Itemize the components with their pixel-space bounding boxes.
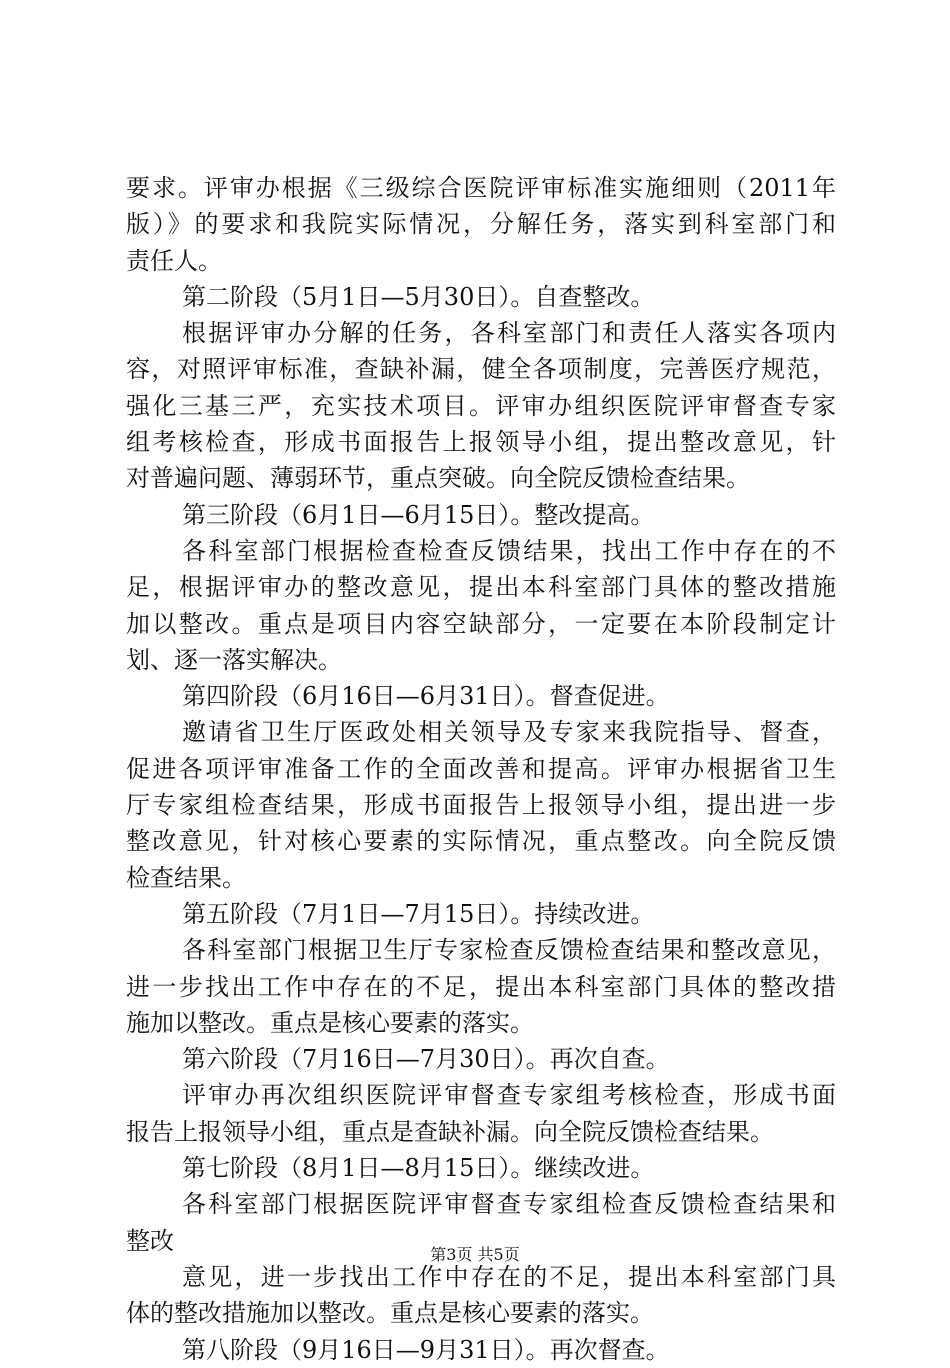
text-line: 各科室部门根据医院评审督查专家组检查反馈检查结果和 <box>182 1190 836 1219</box>
text-line: 第六阶段（7月16日—7月30日）。再次自查。 <box>182 1045 670 1074</box>
text-line: 厅专家组检查结果，形成书面报告上报领导小组，提出进一步 <box>126 791 836 820</box>
text-line: 第八阶段（9月16日—9月31日）。再次督查。 <box>182 1335 670 1364</box>
text-line: 划、逐一落实解决。 <box>126 645 342 674</box>
text-line: 体的整改措施加以整改。重点是核心要素的落实。 <box>126 1299 654 1328</box>
text-line: 施加以整改。重点是核心要素的落实。 <box>126 1008 534 1037</box>
text-line: 第二阶段（5月1日—5月30日）。自查整改。 <box>182 282 655 311</box>
text-line: 整改意见，针对核心要素的实际情况，重点整改。向全院反馈 <box>126 827 836 856</box>
text-line: 各科室部门根据检查检查反馈结果，找出工作中存在的不 <box>182 536 836 565</box>
text-line: 版）》的要求和我院实际情况，分解任务，落实到科室部门和 <box>126 210 836 239</box>
text-line: 对普遍问题、薄弱环节，重点突破。向全院反馈检查结果。 <box>126 464 750 493</box>
text-line: 加以整改。重点是项目内容空缺部分，一定要在本阶段制定计 <box>126 609 836 638</box>
text-line: 整改 <box>126 1226 174 1255</box>
text-line: 评审办再次组织医院评审督查专家组考核检查，形成书面 <box>182 1081 836 1110</box>
text-line: 邀请省卫生厅医政处相关领导及专家来我院指导、督查， <box>182 718 836 747</box>
text-line: 促进各项评审准备工作的全面改善和提高。评审办根据省卫生 <box>126 754 836 783</box>
text-line: 第三阶段（6月1日—6月15日）。整改提高。 <box>182 500 655 529</box>
page-footer: 第3页 共5页 <box>430 1245 520 1264</box>
text-line: 组考核检查，形成书面报告上报领导小组，提出整改意见，针 <box>126 428 836 457</box>
text-line: 第五阶段（7月1日—7月15日）。持续改进。 <box>182 899 655 928</box>
text-line: 容，对照评审标准，查缺补漏，健全各项制度，完善医疗规范， <box>126 355 836 384</box>
text-line: 要求。评审办根据《三级综合医院评审标准实施细则（2011年 <box>126 174 836 202</box>
text-line: 报告上报领导小组，重点是查缺补漏。向全院反馈检查结果。 <box>126 1117 774 1146</box>
text-line: 第七阶段（8月1日—8月15日）。继续改进。 <box>182 1154 655 1183</box>
text-line: 根据评审办分解的任务，各科室部门和责任人落实各项内 <box>182 319 836 348</box>
text-line: 检查结果。 <box>126 863 246 892</box>
text-line: 足，根据评审办的整改意见，提出本科室部门具体的整改措施 <box>126 573 836 602</box>
document-body <box>126 170 836 1368</box>
text-line: 各科室部门根据卫生厅专家检查反馈检查结果和整改意见， <box>182 936 836 965</box>
text-line: 强化三基三严，充实技术项目。评审办组织医院评审督查专家 <box>126 391 836 420</box>
text-line: 进一步找出工作中存在的不足，提出本科室部门具体的整改措 <box>126 972 836 1001</box>
text-line: 意见，进一步找出工作中存在的不足，提出本科室部门具 <box>182 1262 836 1291</box>
text-line: 责任人。 <box>126 246 222 275</box>
text-line: 第四阶段（6月16日—6月31日）。督查促进。 <box>182 682 670 711</box>
